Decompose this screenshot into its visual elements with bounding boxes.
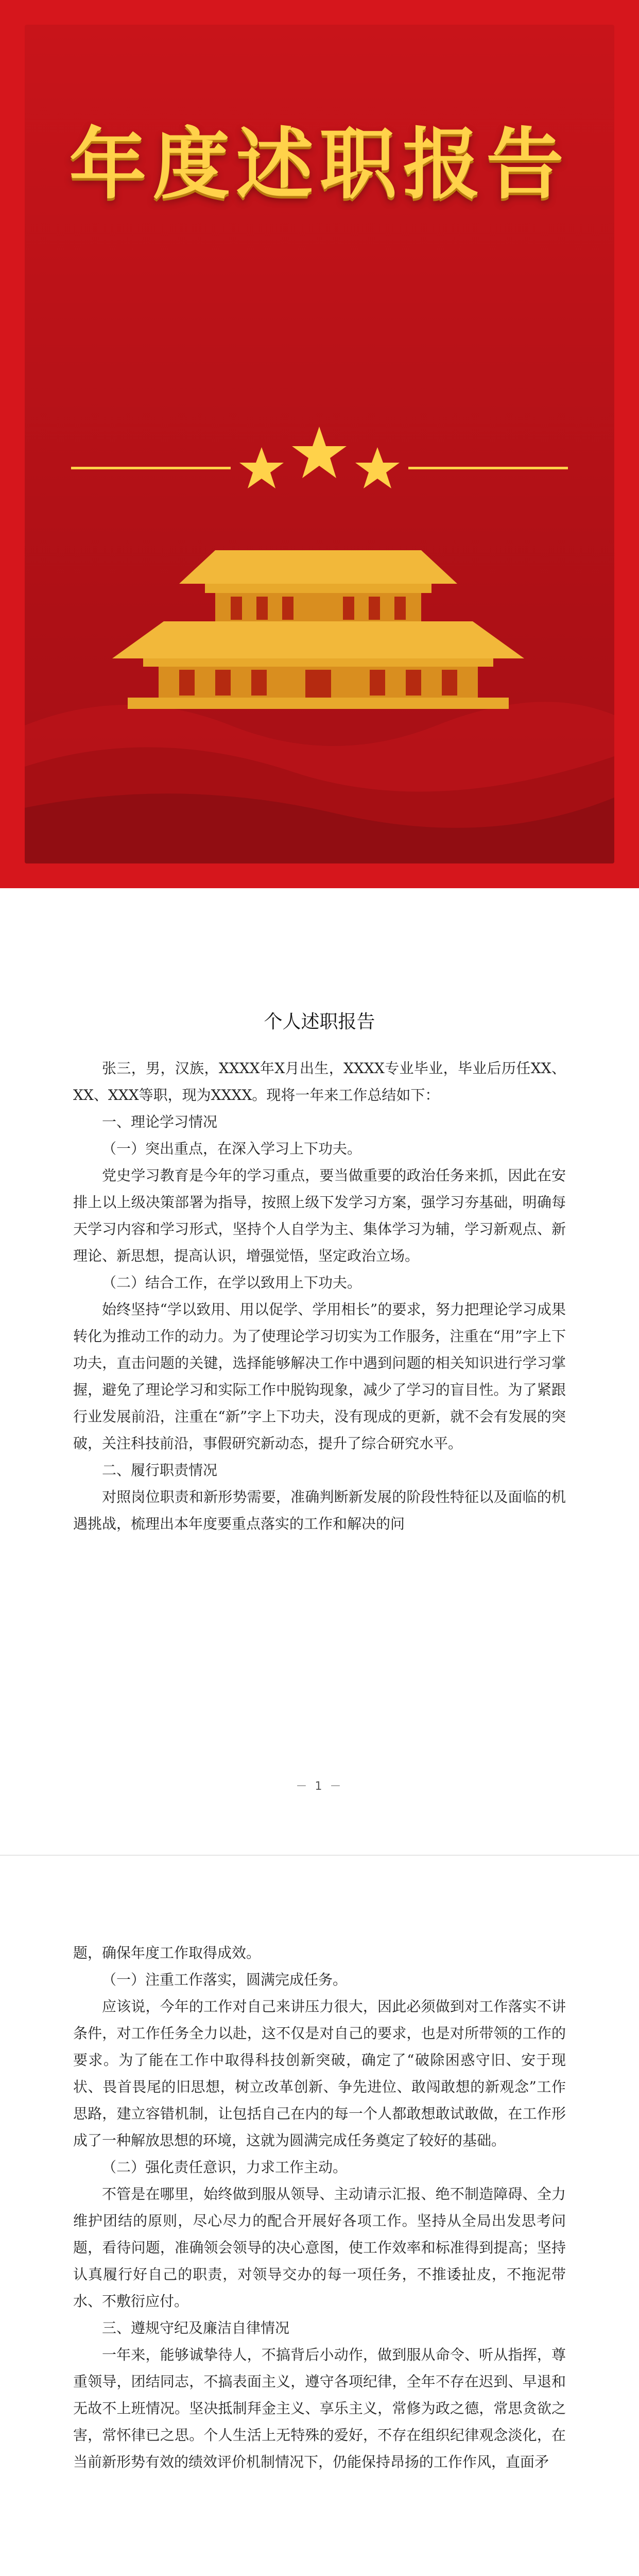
section-heading: （二）强化责任意识，力求工作主动。 [102, 2159, 348, 2176]
section-heading: 三、遵规守纪及廉洁自律情况 [102, 2319, 290, 2336]
body-paragraph: 党史学习教育是今年的学习重点，要当做重要的政治任务来抓，因此在安排上以上级决策部署为指导，按照上级下发学习方案，强学习夯基础，明确每天学习内容和学习形式，坚持个人自学为主、集体学习为辅，学习新观点、新理论、新思想，提高认识，增强觉悟，坚定政治立场。 [73, 1167, 566, 1264]
star-icon [239, 427, 400, 488]
section-heading: （二）结合工作，在学以致用上下功夫。 [102, 1274, 362, 1291]
page-divider [0, 1855, 639, 1856]
cover-frame [0, 0, 639, 888]
section-heading: （一）注重工作落实，圆满完成任务。 [102, 1971, 348, 1988]
section-heading: 一、理论学习情况 [102, 1113, 218, 1130]
body-paragraph: 始终坚持“学以致用、用以促学、学用相长”的要求，努力把理论学习成果转化为推动工作的动力。为了使理论学习切实为工作服务，注重在“用”字上下功夫，直击问题的关键，选择能够解决工作中遇到问题的相关知识进行学习掌握，避免了理论学习和实际工作中脱钩现象，减少了学习的盲目性。为了紧跟行业发展前沿，注重在“新”字上下功夫，没有现成的更新，就不会有发展的突破，关注科技前沿，事假研究新动态，提升了综合研究水平。 [73, 1301, 566, 1452]
page-title: 个人述职报告 [264, 1011, 375, 1032]
gate-tower-decoration [87, 535, 550, 720]
section-heading: （一）突出重点，在深入学习上下功夫。 [102, 1140, 362, 1157]
body-paragraph: 应该说，今年的工作对自己来讲压力很大，因此必须做到对工作落实不讲条件，对工作任务全力以赴，这不仅是对自己的要求，也是对所带领的工作的要求。为了能在工作中取得科技创新突破，确定了“破除困惑守旧、安于现状、畏首畏尾的旧思想，树立改革创新、争先进位、敢闯敢想的新观念”工作思路，建立容错机制，让包括自己在内的每一个人都敢想敢试敢做，在工作形成了一种解放思想的环境，这就为圆满完成任务奠定了较好的基础。 [73, 1998, 566, 2149]
cover-title: 年度述职报告 [69, 120, 570, 210]
body-paragraph: 张三，男，汉族，XXXX年X月出生，XXXX专业毕业，毕业后历任XX、XX、XXX等职，现为XXXX。现将一年来工作总结如下： [73, 1060, 566, 1104]
cover-panel [25, 25, 614, 863]
page-1-body [73, 1055, 566, 1537]
body-paragraph: 对照岗位职责和新形势需要，准确判断新发展的阶段性特征以及面临的机遇挑战，梳理出本年度要重点落实的工作和解决的问 [73, 1488, 566, 1532]
page-2-body [73, 1940, 566, 2476]
body-paragraph: 不管是在哪里，始终做到服从领导、主动请示汇报、绝不制造障碍、全力维护团结的原则，尽心尽力的配合开展好各项工作。坚持从全局出发思考问题，看待问题，准确领会领导的决心意图，使工作效率和标准得到提高；坚持认真履行好自己的职责，对领导交办的每一项任务，不推诿扯皮，不拖泥带水、不敷衍应付。 [73, 2185, 566, 2310]
section-heading: 二、履行职责情况 [102, 1462, 218, 1479]
body-paragraph: 题，确保年度工作取得成效。 [73, 1944, 261, 1961]
page-number: － 1 － [296, 1780, 343, 1793]
stars-decoration [25, 416, 614, 499]
body-paragraph: 一年来，能够诚挚待人，不搞背后小动作，做到服从命令、听从指挥，尊重领导，团结同志，不搞表面主义，遵守各项纪律，全年不存在迟到、早退和无故不上班情况。坚决抵制拜金主义、享乐主义，常修为政之德，常思贪欲之害，常怀律已之思。个人生活上无特殊的爱好，不存在组织纪律观念淡化，在当前新形势有效的绩效评价机制情况下，仍能保持昂扬的工作作风，直面矛 [73, 2346, 566, 2470]
